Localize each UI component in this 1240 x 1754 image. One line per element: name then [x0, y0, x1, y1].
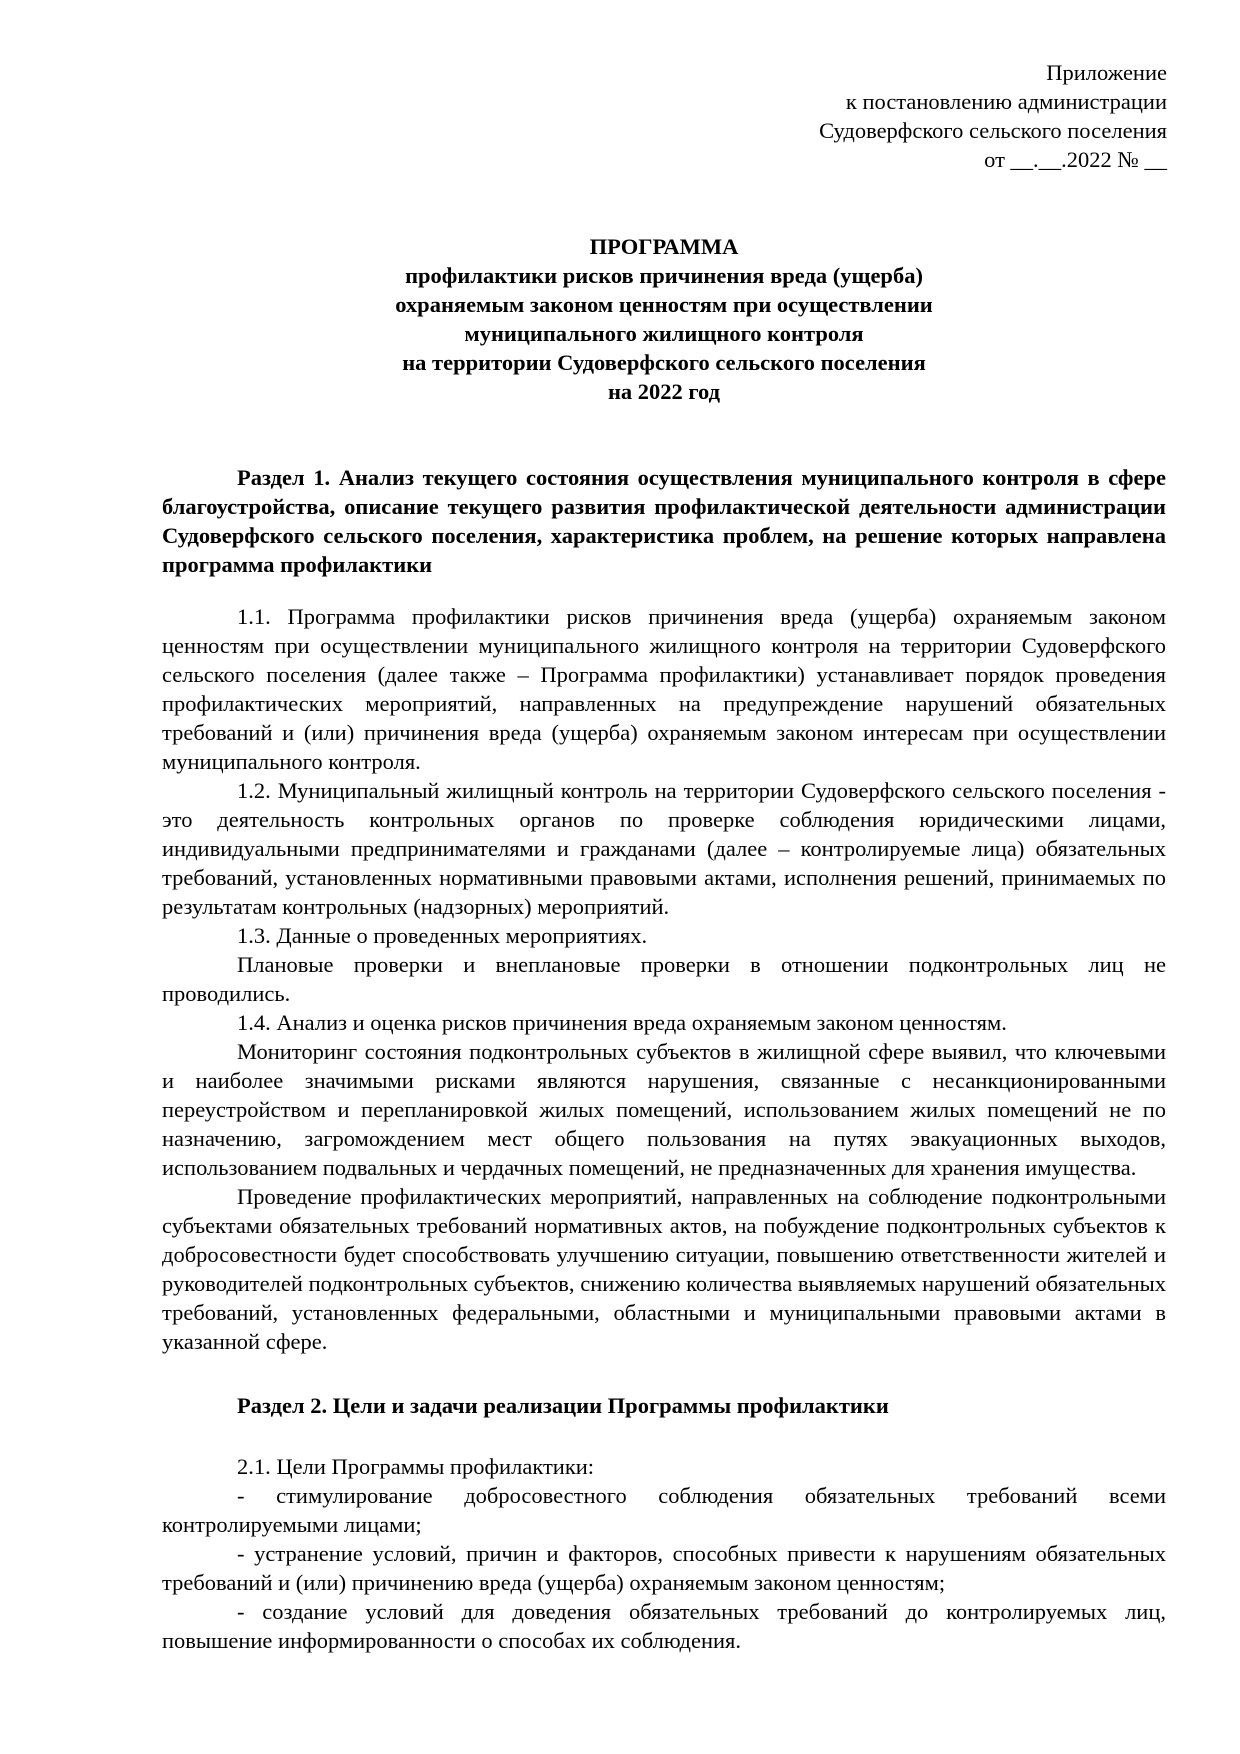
goal-item-3: - создание условий для доведения обязательных требований до контролируемых лиц, повышение информированности о способах их соблюдения. — [162, 1599, 1166, 1653]
appendix-line-3: Судоверфского сельского поселения — [819, 118, 1167, 143]
title-line-6: на 2022 год — [607, 379, 721, 404]
appendix-block — [819, 58, 1167, 174]
goal-item-1: - стимулирование добросовестного соблюдения обязательных требований всеми контролируемыми лицами; — [162, 1483, 1166, 1537]
section-1-heading: Раздел 1. Анализ текущего состояния осуществления муниципального контроля в сфере благоустройства, описание текущего развития профилактической деятельности администрации Судоверфского сельского поселения, характеристика проблем, на решение которых направлена программа профилактики — [162, 465, 1166, 577]
section-1-body — [162, 602, 1166, 1356]
goal-item-2: - устранение условий, причин и факторов, способных привести к нарушениям обязательных требований и (или) причинению вреда (ущерба) охраняемым законом ценностям; — [162, 1541, 1166, 1595]
paragraph-1-4-measures: Проведение профилактических мероприятий, направленных на соблюдение подконтрольными субъектами обязательных требований нормативных актов, на побуждение подконтрольных субъектов к добросовестности будет способствовать улучшению ситуации, повышению ответственности жителей и руководителей подконтрольных субъектов, снижению количества выявляемых нарушений обязательных требований, установленных федеральными, областными и муниципальными правовыми актами в указанной сфере. — [162, 1184, 1166, 1354]
appendix-line-2: к постановлению администрации — [845, 89, 1167, 114]
appendix-line-1: Приложение — [1046, 60, 1167, 85]
title-line-3: охраняемым законом ценностям при осуществлении — [395, 292, 933, 317]
title-line-4: муниципального жилищного контроля — [464, 321, 864, 346]
paragraph-1-4: 1.4. Анализ и оценка рисков причинения вреда охраняемым законом ценностям. — [237, 1010, 1007, 1035]
title-line-2: профилактики рисков причинения вреда (ущерба) — [405, 263, 923, 288]
section-2 — [162, 1391, 1166, 1420]
section-2-body — [162, 1452, 1166, 1655]
paragraph-1-2: 1.2. Муниципальный жилищный контроль на территории Судоверфского сельского поселения - это деятельность контрольных органов по проверке соблюдения юридическими лицами, индивидуальными предпринимателями и гражданами (далее – контролируемые лица) обязательных требований, установленных нормативными правовыми актами, исполнения решений, принимаемых по результатам контрольных (надзорных) мероприятий. — [162, 778, 1166, 919]
paragraph-1-4-monitoring: Мониторинг состояния подконтрольных субъектов в жилищной сфере выявил, что ключевыми и наиболее значимыми рисками являются нарушения, связанные с несанкционированными переустройством и перепланировкой жилых помещений, использованием жилых помещений не по назначению, загромождением мест общего пользования на путях эвакуационных выходов, использованием подвальных и чердачных помещений, не предназначенных для хранения имущества. — [162, 1039, 1166, 1180]
paragraph-1-3-text: Плановые проверки и внеплановые проверки в отношении подконтрольных лиц не проводились. — [162, 952, 1166, 1006]
paragraph-1-3: 1.3. Данные о проведенных мероприятиях. — [237, 923, 648, 948]
appendix-line-4: от __.__.2022 № __ — [984, 147, 1167, 172]
title-line-5: на территории Судоверфского сельского поселения — [402, 350, 926, 375]
section-1 — [162, 463, 1166, 579]
document-title — [162, 232, 1166, 406]
paragraph-1-1: 1.1. Программа профилактики рисков причинения вреда (ущерба) охраняемым законом ценностям при осуществлении муниципального жилищного контроля на территории Судоверфского сельского поселения (далее также – Программа профилактики) устанавливает порядок проведения профилактических мероприятий, направленных на предупреждение нарушений обязательных требований и (или) причинения вреда (ущерба) охраняемым законом интересам при осуществлении муниципального контроля. — [162, 604, 1166, 774]
section-2-heading: Раздел 2. Цели и задачи реализации Программы профилактики — [237, 1393, 889, 1418]
title-line-1: ПРОГРАММА — [589, 234, 739, 259]
paragraph-2-1: 2.1. Цели Программы профилактики: — [237, 1454, 595, 1479]
